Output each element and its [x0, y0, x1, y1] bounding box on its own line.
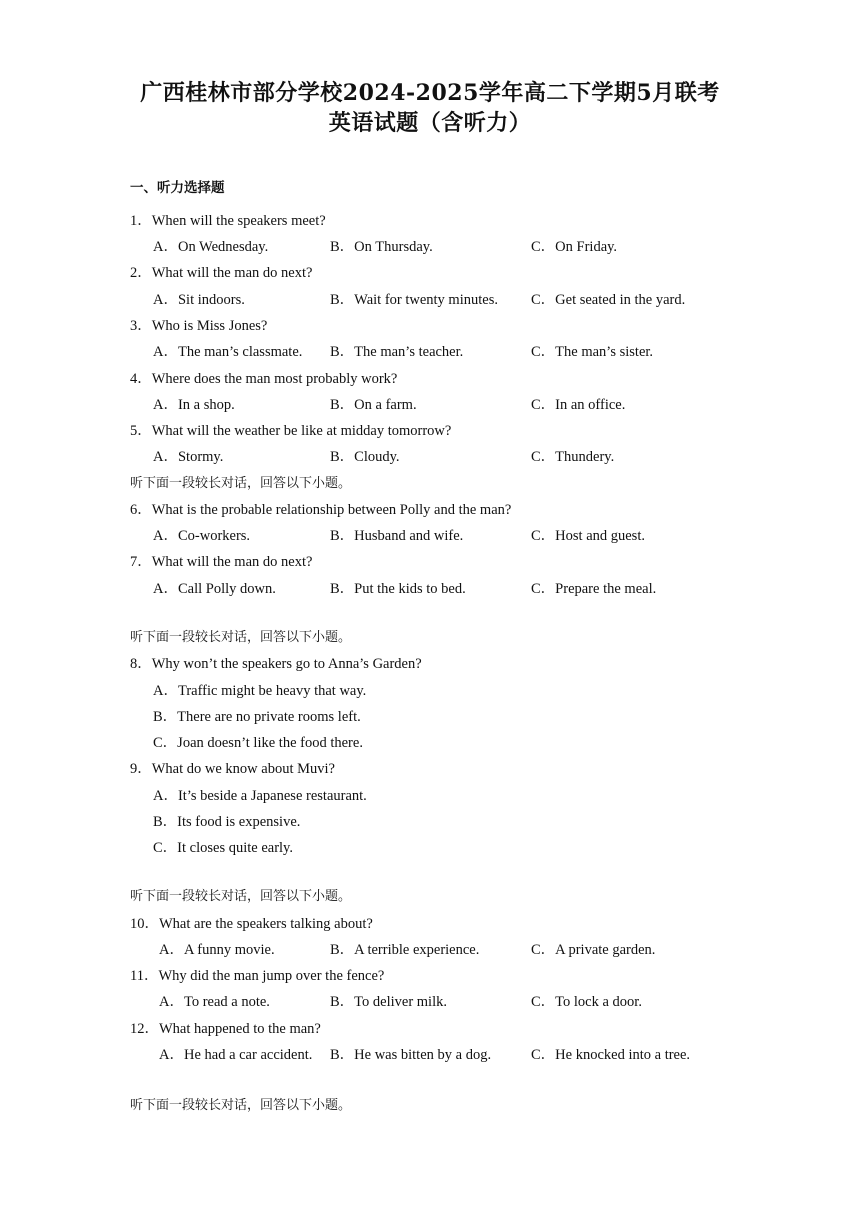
- q1-option-c: C．On Friday.: [531, 239, 618, 255]
- instruction-text: 听下面一段较长对话，回答以下小题。: [130, 476, 352, 491]
- q8-option-b: B．There are no private rooms left.: [153, 709, 361, 725]
- document-title-line1: 广西桂林市部分学校2024-2025学年高二下学期5月联考: [140, 80, 720, 106]
- q12-option-c: C．He knocked into a tree.: [531, 1047, 691, 1063]
- q2-option-b: B．Wait for twenty minutes.: [330, 292, 498, 308]
- q7-option-a: A．Call Polly down.: [153, 581, 276, 597]
- question-12: 12．What happened to the man?: [130, 1021, 321, 1037]
- q5-option-c: C．Thundery.: [531, 449, 615, 465]
- q11-option-a: A．To read a note.: [159, 994, 270, 1010]
- question-9: 9．What do we know about Muvi?: [130, 761, 335, 777]
- q12-option-b: B．He was bitten by a dog.: [330, 1047, 492, 1063]
- q12-option-a: A．He had a car accident.: [159, 1047, 313, 1063]
- q10-option-b: B．A terrible experience.: [330, 942, 480, 958]
- q11-option-c: C．To lock a door.: [531, 994, 642, 1010]
- question-10: 10．What are the speakers talking about?: [130, 916, 373, 932]
- q10-option-c: C．A private garden.: [531, 942, 656, 958]
- question-11: 11．Why did the man jump over the fence?: [130, 968, 385, 984]
- q2-option-a: A．Sit indoors.: [153, 292, 245, 308]
- q4-option-b: B．On a farm.: [330, 397, 417, 413]
- instruction-text: 听下面一段较长对话，回答以下小题。: [130, 889, 352, 904]
- q4-option-c: C．In an office.: [531, 397, 626, 413]
- q6-option-b: B．Husband and wife.: [330, 528, 464, 544]
- question-4: 4．Where does the man most probably work?: [130, 371, 398, 387]
- q9-option-c: C．It closes quite early.: [153, 840, 293, 856]
- question-8: 8．Why won’t the speakers go to Anna’s Garden?: [130, 656, 422, 672]
- question-2: 2．What will the man do next?: [130, 265, 313, 281]
- question-5: 5．What will the weather be like at midday tomorrow?: [130, 423, 452, 439]
- q6-option-c: C．Host and guest.: [531, 528, 645, 544]
- q8-option-a: A．Traffic might be heavy that way.: [153, 683, 367, 699]
- question-3: 3．Who is Miss Jones?: [130, 318, 268, 334]
- q5-option-b: B．Cloudy.: [330, 449, 400, 465]
- q1-option-a: A．On Wednesday.: [153, 239, 269, 255]
- instruction-text: 听下面一段较长对话，回答以下小题。: [130, 1098, 352, 1113]
- q4-option-a: A．In a shop.: [153, 397, 235, 413]
- question-7: 7．What will the man do next?: [130, 554, 313, 570]
- q9-option-b: B．Its food is expensive.: [153, 814, 301, 830]
- q1-option-b: B．On Thursday.: [330, 239, 433, 255]
- q3-option-b: B．The man’s teacher.: [330, 344, 464, 360]
- q7-option-c: C．Prepare the meal.: [531, 581, 657, 597]
- instruction-text: 听下面一段较长对话，回答以下小题。: [130, 630, 352, 645]
- q6-option-a: A．Co-workers.: [153, 528, 251, 544]
- document-title-line2: 英语试题（含听力）: [328, 110, 532, 136]
- question-6: 6．What is the probable relationship between Polly and the man?: [130, 502, 512, 518]
- q3-option-a: A．The man’s classmate.: [153, 344, 303, 360]
- q2-option-c: C．Get seated in the yard.: [531, 292, 686, 308]
- q7-option-b: B．Put the kids to bed.: [330, 581, 466, 597]
- q10-option-a: A．A funny movie.: [159, 942, 275, 958]
- q11-option-b: B．To deliver milk.: [330, 994, 447, 1010]
- q9-option-a: A．It’s beside a Japanese restaurant.: [153, 788, 367, 804]
- question-1: 1．When will the speakers meet?: [130, 213, 326, 229]
- q8-option-c: C．Joan doesn’t like the food there.: [153, 735, 363, 751]
- q3-option-c: C．The man’s sister.: [531, 344, 654, 360]
- section-heading-listening: 一、听力选择题: [130, 180, 225, 196]
- q5-option-a: A．Stormy.: [153, 449, 224, 465]
